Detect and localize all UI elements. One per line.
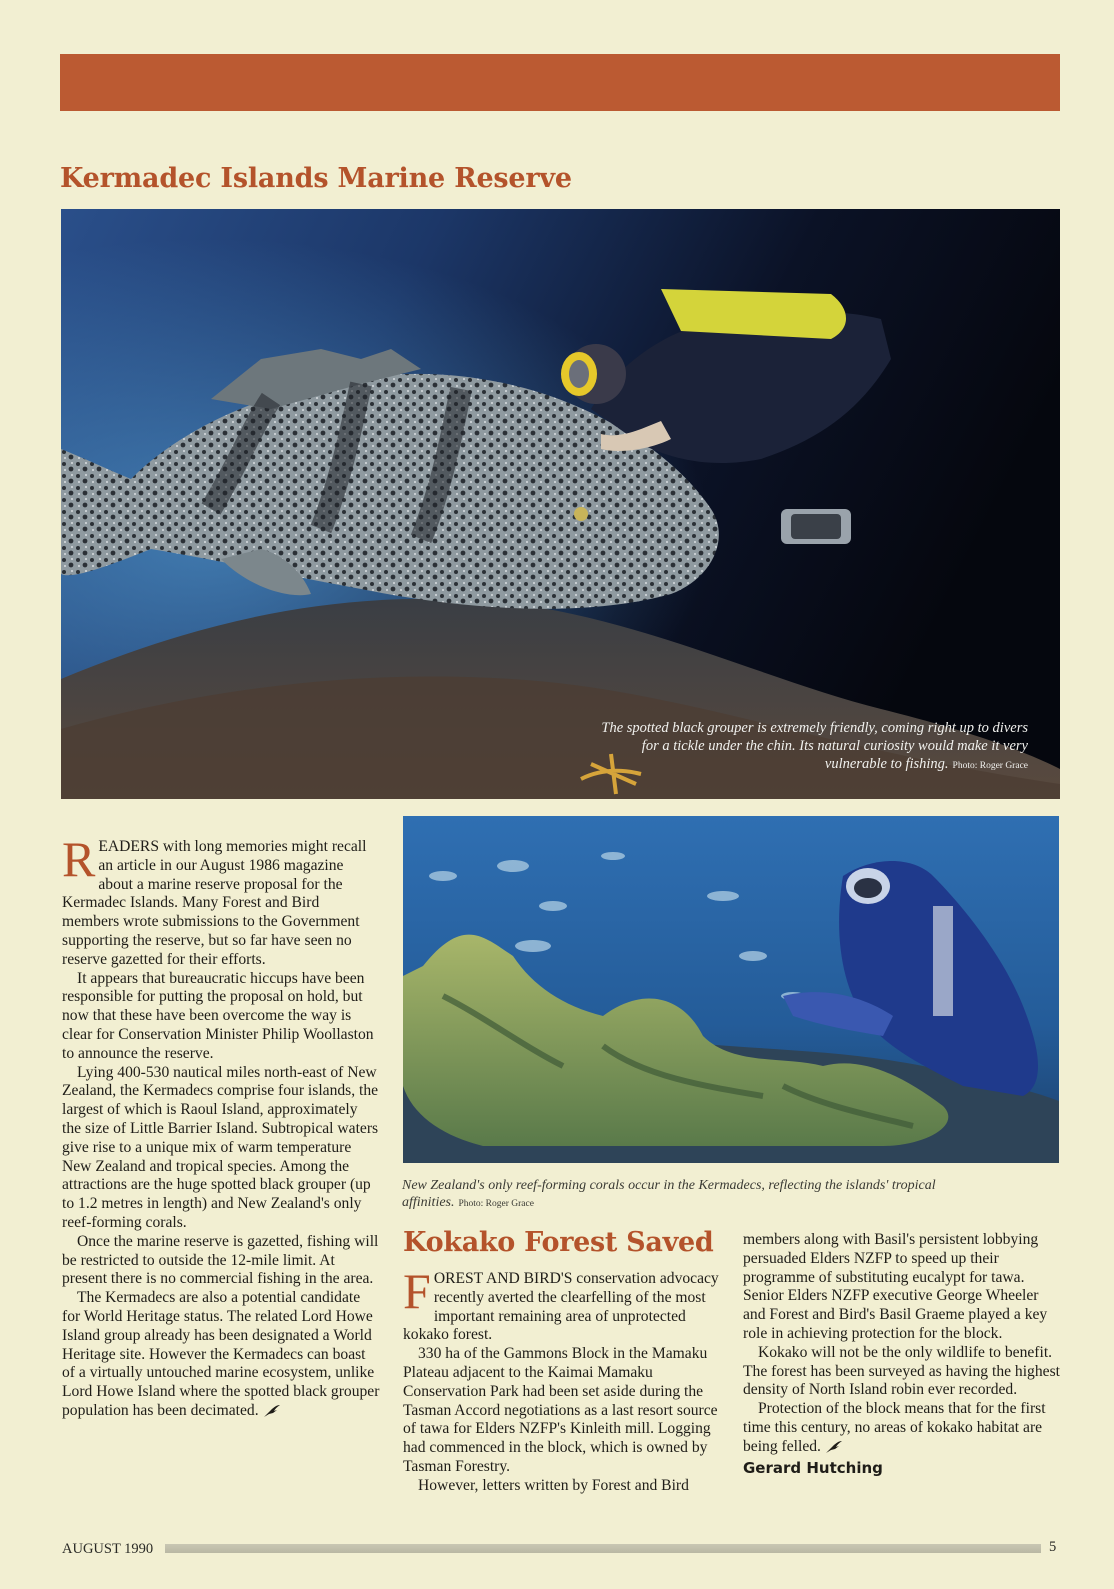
article-title-kokako: Kokako Forest Saved (403, 1227, 714, 1258)
kokako-body-column-2 (743, 1231, 1061, 1477)
kermadec-body-column (62, 831, 380, 1421)
dropcap-f: F (403, 1263, 431, 1319)
footer-rule (165, 1544, 1041, 1553)
kermadec-paragraph-3: Lying 400-530 nautical miles north-east of New Zealand, the Kermadecs comprise four islands, the largest of which is Raoul Island, approximately the size of Little Barrier Island. Subtropical waters give rise to a unique mix of warm temperature New Zealand and tropical species. Among the attractions are the huge spotted black grouper (up to 1.2 metres in length) and New Zealand's only reef-forming corals. (62, 1063, 379, 1231)
kermadec-paragraph-4: Once the marine reserve is gazetted, fishing will be restricted to outside the 12-mile limit. At present there is no commercial fishing in the area. (62, 1232, 379, 1288)
kokako-paragraph-1: FOREST AND BIRD'S conservation advocacy recently averted the clearfelling of the most important remaining area of unprotected kokako forest. (403, 1263, 719, 1344)
kokako-paragraph-3: However, letters written by Forest and Bird (418, 1476, 689, 1494)
coral-photo-credit: Photo: Roger Grace (458, 1199, 534, 1209)
kokako-paragraph-2: 330 ha of the Gammons Block in the Mamaku Plateau adjacent to the Kaimai Mamaku Conservation Park had been set aside during the Tasman Accord negotiations as a last resort source of tawa for Elders NZFP's Kinleith mill. Logging had commenced in the block, which is owned by Tasman Forestry. (403, 1345, 718, 1475)
coral-diver-photo (403, 816, 1059, 1163)
coral-photo-caption: New Zealand's only reef-forming corals occur in the Kermadecs, reflecting the islands' tropical affinities. Photo: Roger Grace (402, 1178, 936, 1210)
footer-date: AUGUST 1990 (62, 1541, 154, 1557)
header-color-bar (60, 54, 1060, 111)
kokako-paragraph-4: members along with Basil's persistent lobbying persuaded Elders NZFP to speed up their programme of substituting eucalypt for tawa. Senior Elders NZFP executive George Wheeler and Forest and Bird's Basil Graeme played a key role in achieving protection for the block. (743, 1231, 1048, 1342)
kokako-paragraph-5: Kokako will not be the only wildlife to benefit. The forest has been surveyed as having the highest density of North Island robin ever recorded. (743, 1343, 1060, 1399)
kermadec-paragraph-1: READERS with long memories might recall an article in our August 1986 magazine about a marine reserve proposal for the Kermadec Islands. Many Forest and Bird members wrote submissions to the Government supporting the reserve, but so far have seen no reserve gazetted for their efforts. (62, 831, 367, 968)
kokako-body-column-1 (403, 1263, 721, 1496)
grouper-diver-photo (61, 209, 1060, 799)
kermadec-paragraph-5: The Kermadecs are also a potential candidate for World Heritage status. The related Lord Howe Island group already has been designated a World Heritage site. However the Kermadecs can boast of a virtually untouched marine ecosystem, unlike Lord Howe Island where the spotted black grouper population has been decimated. (62, 1289, 380, 1419)
bird-end-icon (263, 1404, 281, 1418)
kermadec-paragraph-2: It appears that bureaucratic hiccups have been responsible for putting the proposal on hold, but now that these have been overcome the way is clear for Conservation Minister Philip Woollaston to announce the reserve. (62, 969, 374, 1062)
page-number: 5 (1049, 1539, 1057, 1555)
grouper-photo-credit: Photo: Roger Grace (952, 761, 1028, 771)
grouper-photo-caption: The spotted black grouper is extremely friendly, coming right up to divers for a tickle under the chin. Its natural curiosity would make it very vulnerable to fishing. Photo: Roger Grace (601, 720, 1028, 772)
bird-end-icon (825, 1440, 843, 1454)
article-title-kermadec: Kermadec Islands Marine Reserve (60, 163, 572, 194)
dropcap-r: R (62, 831, 96, 887)
kokako-paragraph-6: Protection of the block means that for the first time this century, no areas of kokako habitat are being felled. (743, 1400, 1046, 1455)
author-signature: Gerard Hutching (743, 1458, 883, 1477)
